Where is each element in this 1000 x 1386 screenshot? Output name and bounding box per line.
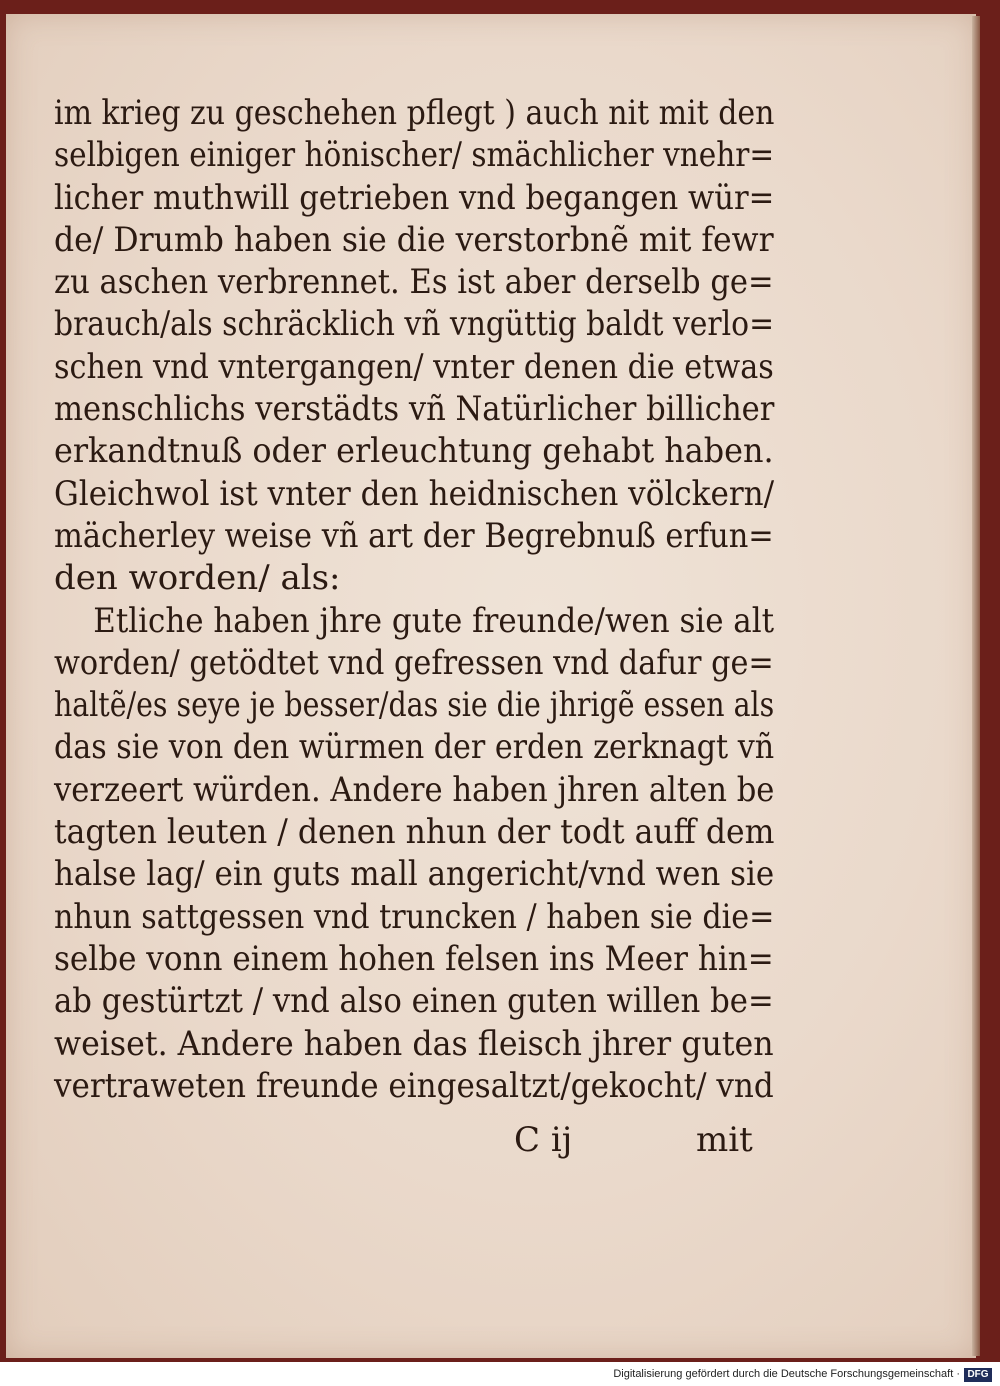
text-line: erkandtnuß oder erleuchtung gehabt haben. — [54, 431, 774, 472]
text-line: haltẽ/es seye je besser/das sie die jhrigẽ essen als — [54, 685, 775, 726]
text-line: nhun sattgessen vnd truncken / haben sie die= — [54, 896, 775, 937]
text-line: de/ Drumb haben sie die verstorbnẽ mit fewr — [54, 219, 774, 260]
text-line: halse lag/ ein guts mall angericht/vnd wen sie — [54, 854, 775, 895]
text-line: tagten leuten / denen nhun der todt auff dem — [54, 812, 775, 853]
funding-credit: Digitalisierung gefördert durch die Deutsche Forschungsgemeinschaft · — [613, 1368, 960, 1380]
text-line: menschlichs verstädts vñ Natürlicher billicher — [54, 389, 775, 430]
text-line: vertraweten freunde eingesaltzt/gekocht/ vnd — [54, 1065, 774, 1106]
text-line: brauch/als schräcklich vñ vngüttig baldt verlo= — [54, 304, 775, 345]
page-edge — [972, 16, 980, 1356]
text-line: schen vnd vntergangen/ vnter denen die etwas — [54, 346, 774, 387]
text-line: verzeert würden. Andere haben jhren alten be — [54, 769, 775, 810]
text-line: licher muthwill getrieben vnd begangen wür= — [54, 177, 775, 218]
text-line: zu aschen verbrennet. Es ist aber derselb ge= — [54, 262, 774, 303]
credit-bar — [0, 1364, 1000, 1386]
book-page — [6, 14, 976, 1358]
text-line: worden/ getödtet vnd gefressen vnd dafur ge= — [54, 642, 774, 683]
text-line: mächerley weise vñ art der Begrebnuß erfun= — [54, 515, 774, 556]
catchword: mit — [696, 1120, 753, 1160]
text-line: den worden/ als: — [54, 558, 341, 599]
text-line: weiset. Andere haben das fleisch jhrer guten — [54, 1023, 774, 1064]
text-line: Etliche haben jhre gute freunde/wen sie alt — [54, 600, 775, 641]
text-line: im krieg zu geschehen pflegt ) auch nit mit den — [54, 93, 775, 133]
page-footer-line — [6, 1120, 766, 1164]
text-line: selbe vonn einem hohen felsen ins Meer hin= — [54, 938, 774, 979]
text-line: ab gestürtzt / vnd also einen guten willen be= — [54, 981, 774, 1022]
text-line: das sie von den würmen der erden zerknagt vñ — [54, 727, 775, 768]
text-line: Gleichwol ist vnter den heidnischen völckern/ — [54, 473, 775, 514]
signature-mark: C ij — [514, 1120, 573, 1160]
text-line: selbigen einiger hönischer/ smächlicher vnehr= — [54, 135, 775, 176]
page-text — [54, 92, 774, 1107]
dfg-logo-icon: DFG — [964, 1368, 992, 1382]
